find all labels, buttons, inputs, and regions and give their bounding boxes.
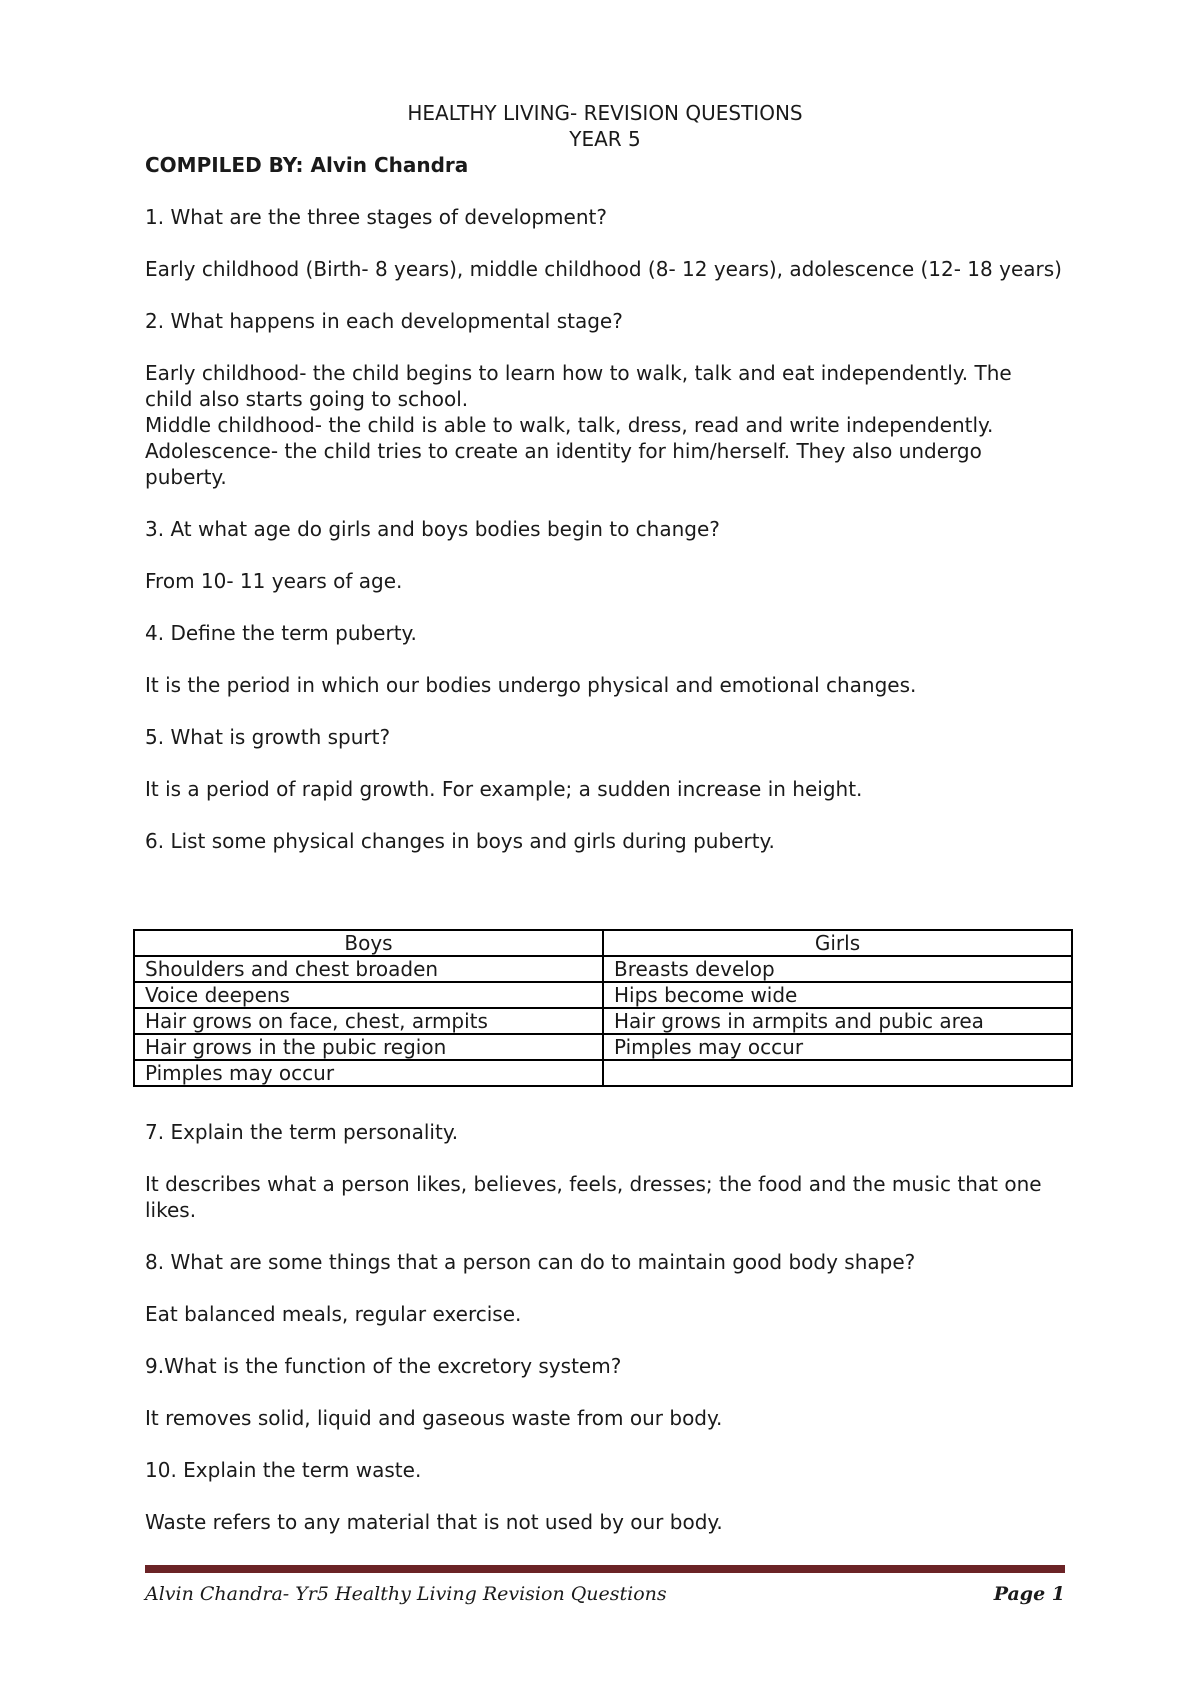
table-header-row	[134, 930, 1072, 956]
answer-10: Waste refers to any material that is not used by our body.	[145, 1510, 723, 1534]
compiled-by	[145, 152, 1065, 178]
content-lower	[145, 1119, 1065, 1561]
answer-2	[145, 360, 1065, 490]
question-4: 4. Define the term puberty.	[145, 621, 417, 645]
question-1: 1. What are the three stages of development?	[145, 205, 607, 229]
question-6: 6. List some physical changes in boys and girls during puberty.	[145, 829, 775, 853]
question-5: 5. What is growth spurt?	[145, 725, 391, 749]
answer-3-text: From 10- 11 years of age.	[145, 569, 403, 593]
table-cell-girls: Breasts develop	[603, 956, 1072, 982]
answer-5	[145, 776, 1065, 802]
table-cell-boys: Pimples may occur	[134, 1060, 603, 1086]
table-row	[134, 956, 1072, 982]
question-3: 3. At what age do girls and boys bodies begin to change?	[145, 517, 720, 541]
table-header-boys: Boys	[134, 930, 603, 956]
table-row	[134, 1034, 1072, 1060]
table-cell-girls: Pimples may occur	[603, 1034, 1072, 1060]
table-row	[134, 1060, 1072, 1086]
answer-4	[145, 672, 1065, 698]
answer-2-middle: Middle childhood- the child is able to walk, talk, dress, read and write independently.	[145, 413, 994, 437]
compiled-label: COMPILED BY:	[145, 153, 304, 177]
question-7: 7. Explain the term personality.	[145, 1120, 459, 1144]
compiled-name: Alvin Chandra	[310, 153, 469, 177]
footer-title: Alvin Chandra- Yr5 Healthy Living Revision Questions	[145, 1583, 667, 1605]
table-header-girls: Girls	[603, 930, 1072, 956]
table-cell-girls: Hair grows in armpits and pubic area	[603, 1008, 1072, 1034]
question-2: 2. What happens in each developmental stage?	[145, 309, 623, 333]
content-upper	[145, 100, 1065, 880]
page-number: Page 1	[993, 1583, 1065, 1605]
question-8: 8. What are some things that a person can do to maintain good body shape?	[145, 1250, 916, 1274]
answer-9: It removes solid, liquid and gaseous waste from our body.	[145, 1406, 723, 1430]
question-10: 10. Explain the term waste.	[145, 1458, 422, 1482]
table-row	[134, 1008, 1072, 1034]
puberty-changes-table	[133, 929, 1073, 1087]
table-cell-girls: Hips become wide	[603, 982, 1072, 1008]
answer-7: It describes what a person likes, believes, feels, dresses; the food and the music that one likes.	[145, 1172, 1042, 1222]
answer-2-early: Early childhood- the child begins to learn how to walk, talk and eat independently. The child also starts going to school.	[145, 361, 1012, 411]
answer-8: Eat balanced meals, regular exercise.	[145, 1302, 522, 1326]
document-title: HEALTHY LIVING- REVISION QUESTIONS	[407, 101, 803, 125]
answer-4-text: It is the period in which our bodies undergo physical and emotional changes.	[145, 673, 917, 697]
table-cell-boys: Shoulders and chest broaden	[134, 956, 603, 982]
table-cell-girls	[603, 1060, 1072, 1086]
table-cell-boys: Hair grows on face, chest, armpits	[134, 1008, 603, 1034]
question-9: 9.What is the function of the excretory system?	[145, 1354, 622, 1378]
footer-rule	[145, 1565, 1065, 1573]
answer-1-text: Early childhood (Birth- 8 years), middle childhood (8- 12 years), adolescence (12- 18 years)	[145, 257, 1062, 281]
answer-3	[145, 568, 1065, 594]
document-year: YEAR 5	[569, 127, 641, 151]
page-footer	[145, 1583, 1065, 1605]
answer-1	[145, 256, 1065, 282]
table-cell-boys: Hair grows in the pubic region	[134, 1034, 603, 1060]
answer-2-adolescence: Adolescence- the child tries to create an identity for him/herself. They also undergo puberty.	[145, 439, 982, 489]
table-row	[134, 982, 1072, 1008]
answer-5-text: It is a period of rapid growth. For example; a sudden increase in height.	[145, 777, 863, 801]
table-cell-boys: Voice deepens	[134, 982, 603, 1008]
